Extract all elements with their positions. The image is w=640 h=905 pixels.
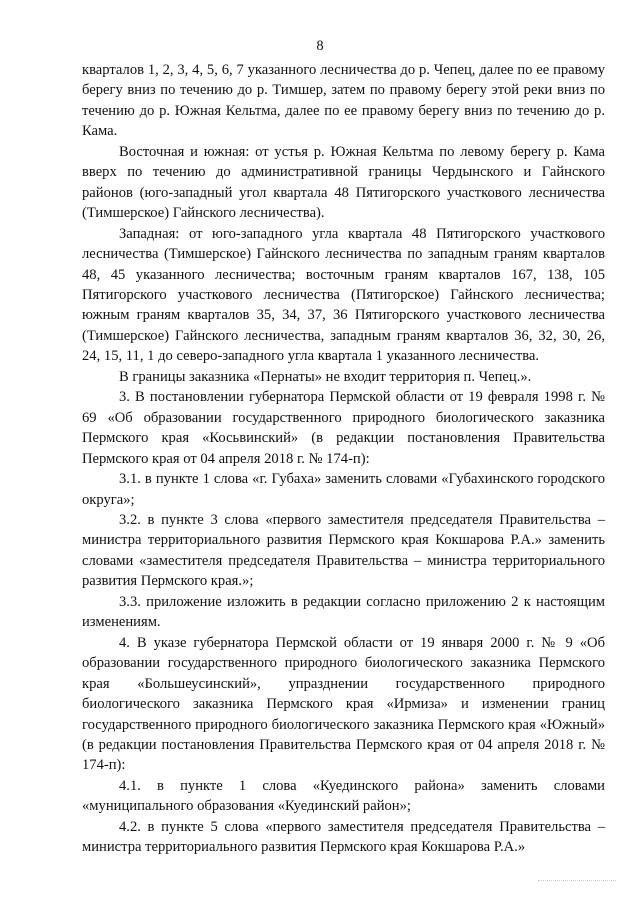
- paragraph-item-3-2: 3.2. в пункте 3 слова «первого заместителя председателя Правительства – министра территориального развития Пермского края Кокшарова Р.А.» заменить словами «заместителя председателя Правительства – министра территориального развития Пермского края.»;: [82, 511, 605, 590]
- document-body: [82, 60, 605, 858]
- paragraph-east-south-boundary: Восточная и южная: от устья р. Южная Кельтма по левому берегу р. Кама вверх по течению до административной границы Чердынского и Гайнского районов (юго-западный угол квартала 48 Пятигорского участкового лесничества (Тимшерское) Гайнского лесничества).: [82, 143, 605, 222]
- page-number: 8: [316, 38, 324, 54]
- paragraph-continuation-boundary: кварталов 1, 2, 3, 4, 5, 6, 7 указанного лесничества до р. Чепец, далее по ее правому берегу вниз по течению до р. Тимшер, затем по правому берегу этой реки вниз по течению до р. Южная Кельтма, далее по ее правому берегу вниз по течению до р. Кама.: [82, 62, 605, 140]
- paragraph-west-boundary: Западная: от юго-западного угла квартала 48 Пятигорского участкового лесничества (Тимшерское) Гайнского лесничества по западным граням кварталов 48, 45 указанного лесничества; восточным граням кварталов 167, 138, 105 Пятигорского участкового лесничества (Пятигорское) Гайнского лесничества; южным граням кварталов 35, 34, 37, 36 Пятигорского участкового лесничества (Тимшерское) Гайнского лесничества, западным граням кварталов 36, 32, 30, 26, 24, 15, 11, 1 до северо-западного угла квартала 1 указанного лесничества.: [82, 225, 605, 365]
- paragraph-item-4-2: 4.2. в пункте 5 слова «первого заместителя председателя Правительства – министра территориального развития Пермского края Кокшарова Р.А.»: [82, 818, 605, 856]
- scan-edge-mark: [538, 880, 616, 881]
- paragraph-excluded-territory: В границы заказника «Пернаты» не входит территория п. Чепец.».: [119, 368, 532, 385]
- paragraph-item-3-1: 3.1. в пункте 1 слова «г. Губаха» заменить словами «Губахинского городского округа»;: [82, 471, 605, 508]
- paragraph-item-3-3: 3.3. приложение изложить в редакции согласно приложению 2 к настоящим изменениям.: [82, 593, 605, 631]
- paragraph-item-3: 3. В постановлении губернатора Пермской области от 19 февраля 1998 г. № 69 «Об образовании государственного природного биологического заказника Пермского края «Косьвинский» (в редакции постановления Правительства Пермского края от 04 апреля 2018 г. № 174-п):: [82, 389, 605, 467]
- paragraph-item-4: 4. В указе губернатора Пермской области от 19 января 2000 г. № 9 «Об образовании государственного природного биологического заказника Пермского края «Большеусинский», упразднении государственного природного биологического заказника Пермского края «Ирмиза» и изменении границ государственного природного биологического заказника Пермского края «Южный» (в редакции постановления Правительства Пермского края от 04 апреля 2018 г. № 174-п):: [82, 634, 605, 774]
- paragraph-item-4-1: 4.1. в пункте 1 слова «Куединского района» заменить словами «муниципального образования «Куединский район»;: [82, 777, 605, 815]
